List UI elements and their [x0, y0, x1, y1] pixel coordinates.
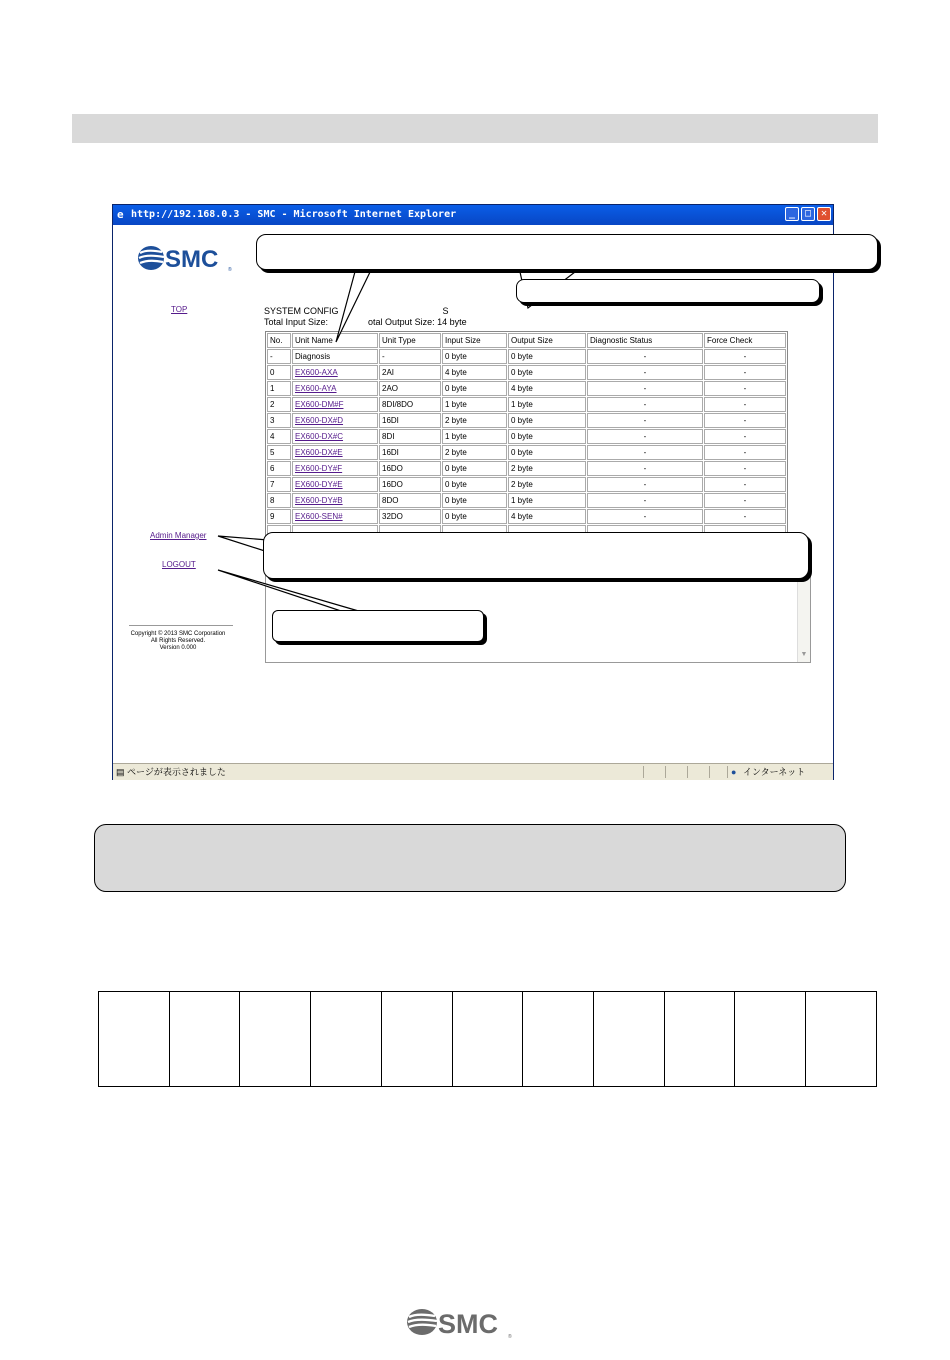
cell-input: 0 byte	[442, 509, 507, 524]
cell-output: 0 byte	[508, 445, 586, 460]
cell-no: 0	[267, 365, 291, 380]
cell-force: -	[704, 509, 786, 524]
cell-output: 2 byte	[508, 461, 586, 476]
grid-cell	[240, 992, 311, 1087]
unit-name-link[interactable]: EX600-DX#D	[295, 416, 344, 425]
callout-admin-manager	[263, 532, 809, 579]
grid-cell	[806, 992, 877, 1087]
grid-cell	[735, 992, 806, 1087]
cell-no: 2	[267, 397, 291, 412]
cell-input: 0 byte	[442, 493, 507, 508]
cell-output: 0 byte	[508, 413, 586, 428]
cell-output: 0 byte	[508, 429, 586, 444]
unit-name-link[interactable]: EX600-DY#F	[295, 464, 343, 473]
cell-type: 16DO	[379, 477, 441, 492]
cell-diag: -	[587, 509, 703, 524]
top-link[interactable]: TOP	[171, 305, 188, 314]
cell-no: 9	[267, 509, 291, 524]
cell-force: -	[704, 349, 786, 364]
total-output-size: otal Output Size: 14 byte	[368, 317, 467, 327]
scroll-down-icon[interactable]: ▼	[800, 651, 808, 658]
cell-no: 5	[267, 445, 291, 460]
unit-name-link[interactable]: EX600-DM#F	[295, 400, 344, 409]
column-header: Unit Name	[292, 333, 378, 348]
footer-logo-text: SMC	[438, 1309, 498, 1339]
cell-no: 7	[267, 477, 291, 492]
grid-cell	[523, 992, 594, 1087]
grid-cell	[664, 992, 735, 1087]
cell-type: 8DO	[379, 493, 441, 508]
copyright-line: Copyright © 2013 SMC Corporation	[130, 631, 226, 637]
cell-type: 16DI	[379, 445, 441, 460]
column-header: Output Size	[508, 333, 586, 348]
cell-input: 0 byte	[442, 461, 507, 476]
unit-name-link[interactable]: EX600-SEN#	[295, 512, 343, 521]
cell-diag: -	[587, 349, 703, 364]
zone-text: インターネット	[743, 767, 806, 777]
unit-name-link[interactable]: EX600-DX#C	[295, 432, 344, 441]
ie-icon: e	[117, 208, 124, 221]
callout-logout	[272, 610, 484, 642]
cell-input: 1 byte	[442, 429, 507, 444]
cell-type: 8DI/8DO	[379, 397, 441, 412]
grid-cell	[594, 992, 665, 1087]
status-text: ページが表示されました	[127, 767, 226, 777]
column-header: Unit Type	[379, 333, 441, 348]
cell-diag: -	[587, 413, 703, 428]
cell-output: 1 byte	[508, 397, 586, 412]
cell-type: 32DO	[379, 509, 441, 524]
cell-diag: -	[587, 461, 703, 476]
cell-type: 16DI	[379, 413, 441, 428]
admin-manager-link[interactable]: Admin Manager	[150, 531, 207, 540]
cell-diag: -	[587, 445, 703, 460]
grid-cell	[99, 992, 170, 1087]
callout-output-size	[516, 279, 820, 303]
cell-force: -	[704, 381, 786, 396]
cell-diag: -	[587, 493, 703, 508]
cell-type: -	[379, 349, 441, 364]
unit-name-link[interactable]: EX600-DY#B	[295, 496, 343, 505]
cell-diag: -	[587, 365, 703, 380]
close-icon: ✕	[820, 208, 828, 219]
cell-input: 2 byte	[442, 413, 507, 428]
callout-pointer	[336, 268, 372, 342]
cell-output: 2 byte	[508, 477, 586, 492]
total-input-size: Total Input Size:	[264, 317, 329, 327]
version-line: Version 0.000	[159, 645, 197, 651]
column-header: No.	[267, 333, 291, 348]
footer-logo-mark	[405, 1306, 515, 1340]
unit-name-link[interactable]: EX600-DX#E	[295, 448, 343, 457]
cell-input: 0 byte	[442, 349, 507, 364]
copyright-line: All Rights Reserved.	[150, 638, 206, 644]
smc-logo-text: SMC	[165, 246, 219, 273]
cell-input: 0 byte	[442, 477, 507, 492]
cell-diag: -	[587, 429, 703, 444]
cell-output: 0 byte	[508, 349, 586, 364]
column-header: Diagnostic Status	[587, 333, 703, 348]
cell-input: 0 byte	[442, 381, 507, 396]
page-icon: ▤	[116, 767, 125, 777]
cell-no: 6	[267, 461, 291, 476]
callout-unit-name	[256, 234, 878, 270]
cell-diag: -	[587, 381, 703, 396]
unit-name-link[interactable]: EX600-AXA	[295, 368, 338, 377]
cell-type: 2AO	[379, 381, 441, 396]
logout-link[interactable]: LOGOUT	[162, 560, 196, 569]
maximize-icon: □	[804, 208, 812, 219]
cell-type: 16DO	[379, 461, 441, 476]
cell-no: 4	[267, 429, 291, 444]
cell-type: 2AI	[379, 365, 441, 380]
cell-force: -	[704, 493, 786, 508]
cell-no: 3	[267, 413, 291, 428]
minimize-icon: _	[788, 208, 796, 219]
cell-output: 0 byte	[508, 365, 586, 380]
cell-diag: -	[587, 477, 703, 492]
browser-title: http://192.168.0.3 - SMC - Microsoft Internet Explorer	[131, 209, 457, 220]
column-header: Input Size	[442, 333, 507, 348]
empty-grid-table	[98, 991, 877, 1087]
unit-name-link[interactable]: EX600-AYA	[295, 384, 337, 393]
cell-no: 8	[267, 493, 291, 508]
cell-no: -	[267, 349, 291, 364]
smc-reg-mark: ®	[228, 267, 232, 273]
cell-force: -	[704, 461, 786, 476]
system-config-heading-text: SYSTEM CONFIG	[264, 306, 339, 316]
cell-diag: -	[587, 397, 703, 412]
cell-force: -	[704, 413, 786, 428]
cell-output: 1 byte	[508, 493, 586, 508]
column-header: Force Check	[704, 333, 786, 348]
grid-cell	[452, 992, 523, 1087]
grid-cell	[169, 992, 240, 1087]
grid-cell	[311, 992, 382, 1087]
cell-force: -	[704, 445, 786, 460]
cell-no: 1	[267, 381, 291, 396]
note-box	[94, 824, 846, 892]
globe-icon: ●	[731, 767, 737, 777]
footer-smc-logo	[405, 1306, 515, 1345]
cell-type: 8DI	[379, 429, 441, 444]
cell-output: 4 byte	[508, 381, 586, 396]
cell-input: 4 byte	[442, 365, 507, 380]
unit-name-link[interactable]: EX600-DY#E	[295, 480, 343, 489]
cell-force: -	[704, 477, 786, 492]
cell-input: 1 byte	[442, 397, 507, 412]
cell-input: 2 byte	[442, 445, 507, 460]
cell-output: 4 byte	[508, 509, 586, 524]
cell-force: -	[704, 397, 786, 412]
grid-cell	[381, 992, 452, 1087]
footer-reg-mark: ®	[508, 1334, 512, 1340]
callout-pointer	[218, 536, 268, 552]
cell-force: -	[704, 429, 786, 444]
cell-name: Diagnosis	[292, 349, 378, 364]
cell-force: -	[704, 365, 786, 380]
system-config-heading-tail: S	[442, 306, 449, 316]
table-row	[99, 992, 877, 1087]
